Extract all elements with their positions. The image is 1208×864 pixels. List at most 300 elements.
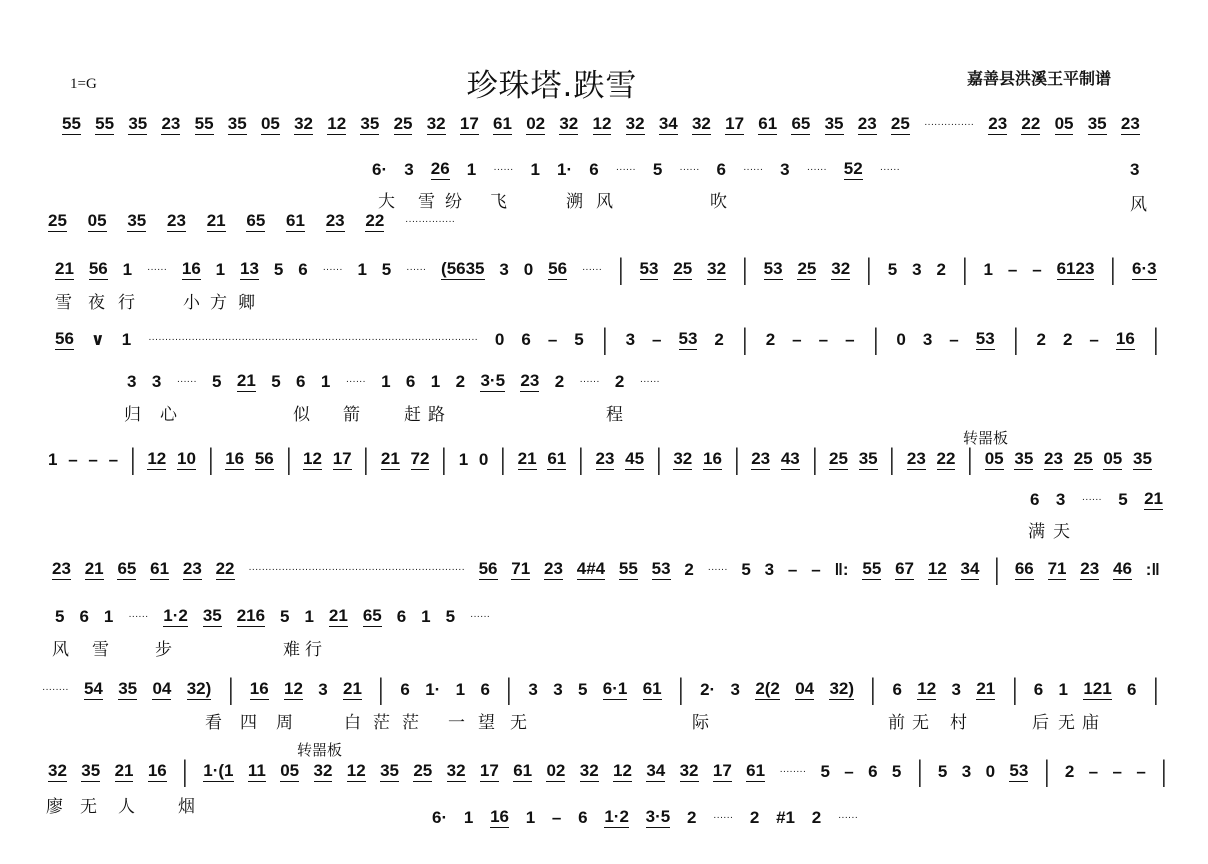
note-group: 5: [55, 606, 65, 626]
note-group: 2: [1062, 329, 1073, 349]
note-group: 6·1: [602, 679, 628, 698]
note-group: ···································································································: [148, 334, 478, 345]
note-group: 2: [1036, 329, 1046, 349]
note-group: ········: [42, 684, 69, 695]
note-group: 5: [212, 371, 222, 391]
note-group: 25: [413, 761, 433, 780]
note-group: 5: [1118, 489, 1128, 509]
note-group: 10: [177, 449, 196, 468]
note-group: ······: [743, 164, 764, 175]
notation-line: [42, 672, 1160, 706]
note-group: 1·2: [604, 807, 629, 826]
note-group: 1·2: [163, 606, 188, 625]
note-group: ······: [639, 376, 660, 387]
lyric-char: 纷: [445, 192, 462, 212]
barline: |: [441, 442, 447, 476]
note-group: 32: [673, 449, 693, 468]
note-group: ······: [470, 611, 490, 622]
note-group: 5: [273, 259, 284, 279]
note-group: 35: [824, 114, 844, 133]
barline: |: [618, 252, 624, 286]
note-group: 6: [298, 259, 308, 279]
note-group: ‖:: [834, 559, 849, 579]
note-group: 1: [122, 259, 133, 279]
note-group: 53: [1009, 761, 1029, 780]
note-group: 05: [1054, 114, 1074, 133]
note-group: 6·3: [1132, 259, 1157, 278]
arranger-credit: 嘉善县洪溪王平制谱: [967, 69, 1112, 88]
note-group: 3: [922, 329, 933, 349]
note-group: –: [1007, 259, 1018, 279]
notation-line: [48, 442, 1152, 476]
note-group: 5: [574, 329, 584, 349]
note-group: 21: [84, 559, 104, 578]
note-group: 35: [81, 761, 101, 780]
note-group: 6: [521, 329, 531, 349]
note-group: 1: [421, 606, 431, 626]
note-group: 3: [764, 559, 775, 579]
note-group: 1: [430, 371, 441, 391]
note-group: 1·: [557, 159, 573, 179]
note-group: 2: [811, 807, 822, 827]
note-group: 2: [455, 371, 466, 391]
note-group: 25: [829, 449, 848, 468]
note-group: 23: [52, 559, 71, 578]
note-group: 1: [121, 329, 132, 349]
note-group: 61: [513, 761, 533, 780]
note-group: ·································································: [248, 564, 465, 575]
barline: |: [1013, 322, 1018, 356]
lyric-char: 无: [510, 713, 527, 733]
note-group: 121: [1083, 679, 1112, 698]
lyric-char: 路: [428, 405, 445, 425]
note-group: 23: [857, 114, 877, 133]
note-group: 21: [380, 449, 400, 468]
note-group: 5: [381, 259, 392, 279]
note-group: 3: [404, 159, 414, 179]
note-group: 5: [271, 371, 281, 391]
lyric-char: 风: [52, 640, 69, 660]
lyric-char: 无: [1058, 713, 1075, 733]
note-group: 21: [517, 449, 537, 468]
lyric-char: 似: [293, 405, 310, 425]
note-group: (5635: [441, 259, 485, 278]
note-group: 3: [780, 159, 790, 179]
note-group: 35: [128, 114, 148, 133]
note-group: 6: [396, 606, 407, 626]
note-group: 52: [843, 159, 863, 178]
barline: |: [500, 442, 506, 476]
note-group: #1: [776, 807, 795, 827]
lyric-char: 小: [183, 293, 200, 313]
note-group: 3: [1130, 159, 1140, 179]
note-group: 6: [1033, 679, 1044, 699]
note-group: 5: [445, 606, 456, 626]
note-group: 6: [296, 371, 306, 391]
note-group: 16: [181, 259, 201, 278]
note-group: 55: [95, 114, 115, 133]
note-group: 66: [1014, 559, 1034, 578]
note-group: 5: [741, 559, 751, 579]
note-group: 12: [327, 114, 347, 133]
note-group: 5: [577, 679, 588, 699]
note-group: 1: [530, 159, 540, 179]
lyric-char: 方: [210, 293, 227, 313]
note-group: 16: [249, 679, 269, 698]
note-group: 55: [194, 114, 214, 133]
note-group: 1: [357, 259, 367, 279]
note-group: 32: [446, 761, 466, 780]
note-group: –: [818, 329, 829, 349]
note-group: 21: [236, 371, 256, 390]
note-group: 61: [642, 679, 662, 698]
barline: |: [994, 552, 1000, 586]
lyric-char: 看: [205, 713, 222, 733]
lyric-char: 行: [305, 640, 322, 660]
note-group: ······: [146, 264, 167, 275]
note-group: ······: [837, 812, 858, 823]
note-group: 11: [247, 761, 266, 780]
note-group: 23: [520, 371, 540, 390]
lyric-char: 归: [124, 405, 141, 425]
lyric-char: 风: [1130, 195, 1147, 215]
note-group: 54: [83, 679, 103, 698]
note-group: 32: [559, 114, 579, 133]
lyric-char: 村: [950, 713, 967, 733]
note-group: 6: [480, 679, 490, 699]
note-group: 16: [225, 449, 245, 468]
note-group: 25: [48, 211, 67, 230]
lyric-char: 前: [888, 713, 905, 733]
note-group: 12: [284, 679, 303, 698]
note-group: 216: [236, 606, 266, 625]
note-group: –: [844, 761, 854, 781]
note-group: 5: [887, 259, 898, 279]
notation-line: [432, 806, 858, 830]
note-group: 35: [227, 114, 247, 133]
barline: |: [656, 442, 662, 476]
note-group: 6: [1127, 679, 1137, 699]
barline: |: [1153, 672, 1159, 706]
lyric-char: 烟: [178, 797, 195, 817]
barline: |: [742, 252, 748, 286]
note-group: 6: [589, 159, 599, 179]
notation-line: [62, 113, 1140, 137]
note-group: 0: [478, 449, 489, 469]
note-group: 34: [646, 761, 666, 780]
barline: |: [130, 442, 136, 476]
note-group: 61: [150, 559, 170, 578]
note-group: 1: [320, 371, 331, 391]
note-group: 72: [410, 449, 430, 468]
barline: |: [1153, 322, 1159, 356]
tempo-change-mark: 转噐板: [963, 429, 1009, 447]
note-group: 1: [215, 259, 226, 279]
note-group: :‖: [1145, 559, 1160, 579]
note-group: 56: [88, 259, 108, 278]
note-group: 35: [202, 606, 222, 625]
lyric-char: 吹: [710, 192, 727, 212]
note-group: 56: [548, 259, 568, 278]
note-group: –: [68, 449, 78, 469]
note-group: 17: [725, 114, 745, 133]
note-group: 23: [182, 559, 202, 578]
note-group: 12: [613, 761, 632, 780]
note-group: 32: [294, 114, 314, 133]
note-group: 21: [1144, 489, 1163, 508]
note-group: 61: [746, 761, 766, 780]
note-group: 1: [381, 371, 391, 391]
note-group: 34: [960, 559, 980, 578]
barline: |: [182, 754, 188, 788]
note-group: 32: [579, 761, 599, 780]
note-group: 1: [455, 679, 466, 699]
barline: |: [678, 672, 684, 706]
note-group: 5: [820, 761, 830, 781]
note-group: 65: [117, 559, 137, 578]
note-group: –: [108, 449, 119, 469]
barline: |: [917, 754, 922, 788]
note-group: 16: [147, 761, 167, 780]
note-group: 2·: [700, 679, 716, 699]
note-group: 05: [1103, 449, 1123, 468]
note-group: 1: [103, 606, 114, 626]
note-group: 1·: [425, 679, 441, 699]
note-group: 21: [328, 606, 348, 625]
note-group: 6: [892, 679, 902, 699]
note-group: ···············: [924, 119, 975, 130]
barline: |: [506, 672, 512, 706]
note-group: 05: [984, 449, 1004, 468]
note-group: 61: [547, 449, 567, 468]
note-group: 3: [951, 679, 962, 699]
note-group: 67: [895, 559, 915, 578]
note-group: ······: [345, 376, 366, 387]
lyric-char: 茫: [373, 713, 390, 733]
note-group: 22: [1021, 114, 1041, 133]
note-group: 23: [1044, 449, 1063, 468]
barline: |: [812, 442, 817, 476]
note-group: –: [792, 329, 802, 349]
note-group: 1: [983, 259, 993, 279]
note-group: 1: [458, 449, 469, 469]
note-group: 1·(1: [203, 761, 234, 780]
note-group: 2: [614, 371, 625, 391]
lyric-char: 望: [478, 713, 495, 733]
note-group: 2: [714, 329, 724, 349]
note-group: 16: [490, 807, 509, 826]
note-group: –: [547, 329, 558, 349]
note-group: 55: [862, 559, 882, 578]
note-group: 23: [906, 449, 926, 468]
note-group: 23: [595, 449, 615, 468]
notation-line: [48, 210, 455, 234]
note-group: ······: [713, 812, 734, 823]
note-group: ···············: [405, 216, 455, 227]
note-group: 61: [758, 114, 778, 133]
note-group: 1: [304, 606, 314, 626]
note-group: 46: [1113, 559, 1132, 578]
note-group: 4#4: [576, 559, 606, 578]
note-group: 32): [829, 679, 855, 698]
barline: |: [1044, 754, 1049, 788]
lyric-char: 风: [596, 192, 613, 212]
note-group: 22: [936, 449, 956, 468]
lyric-char: 周: [276, 713, 293, 733]
note-group: 5: [280, 606, 290, 626]
note-group: ······: [879, 164, 900, 175]
notation-line: [1030, 488, 1163, 512]
note-group: 21: [114, 761, 134, 780]
note-group: 21: [55, 259, 74, 278]
note-group: 21: [206, 211, 226, 230]
lyric-char: 人: [118, 797, 135, 817]
note-group: 32: [625, 114, 645, 133]
notation-line: [55, 322, 1160, 356]
lyric-char: 满: [1028, 522, 1045, 542]
barline: |: [378, 672, 384, 706]
note-group: ······: [322, 264, 343, 275]
barline: |: [734, 442, 739, 476]
barline: |: [866, 252, 872, 286]
note-group: 2: [686, 807, 697, 827]
note-group: 12: [303, 449, 322, 468]
note-group: 12: [592, 114, 612, 133]
note-group: 53: [975, 329, 995, 348]
note-group: ······: [707, 564, 728, 575]
note-group: 35: [380, 761, 399, 780]
lyric-char: 际: [692, 713, 709, 733]
lyric-char: 赶: [404, 405, 421, 425]
note-group: 17: [459, 114, 479, 133]
note-group: 16: [1115, 329, 1135, 348]
note-group: 17: [479, 761, 499, 780]
lyric-char: 溯: [566, 192, 583, 212]
note-group: 65: [791, 114, 811, 133]
note-group: 23: [167, 211, 186, 230]
note-group: 32): [186, 679, 212, 698]
note-group: 3·5: [480, 371, 506, 390]
note-group: 32: [426, 114, 446, 133]
lyric-char: 行: [118, 293, 135, 313]
barline: |: [286, 442, 291, 476]
note-group: 3: [127, 371, 137, 391]
note-group: 23: [751, 449, 771, 468]
note-group: 65: [246, 211, 266, 230]
note-group: 13: [240, 259, 259, 278]
notation-line: [1130, 158, 1145, 182]
note-group: –: [1136, 761, 1146, 781]
note-group: 25: [1073, 449, 1093, 468]
note-group: 23: [1120, 114, 1140, 133]
note-group: 21: [976, 679, 996, 698]
note-group: 3: [961, 761, 972, 781]
note-group: 5: [937, 761, 948, 781]
note-group: 2: [749, 807, 760, 827]
barline: |: [1110, 252, 1116, 286]
lyric-char: 卿: [238, 293, 255, 313]
note-group: –: [787, 559, 798, 579]
notation-line: [55, 252, 1157, 286]
lyric-char: 程: [606, 405, 623, 425]
note-group: 6: [578, 807, 588, 827]
note-group: 3: [912, 259, 922, 279]
note-group: 2: [936, 259, 946, 279]
note-group: 1: [463, 807, 474, 827]
note-group: 6: [1030, 489, 1040, 509]
note-group: 12: [147, 449, 167, 468]
note-group: 6: [868, 761, 878, 781]
lyric-char: 天: [1053, 522, 1070, 542]
note-group: 3: [528, 679, 538, 699]
note-group: 5: [891, 761, 902, 781]
lyric-char: 雪: [55, 293, 72, 313]
note-group: 25: [797, 259, 817, 278]
note-group: 1: [1058, 679, 1068, 699]
note-group: 35: [118, 679, 138, 698]
note-group: 3: [499, 259, 509, 279]
barline: |: [962, 252, 968, 286]
note-group: 02: [526, 114, 546, 133]
note-group: –: [652, 329, 662, 349]
note-group: 6: [79, 606, 89, 626]
note-group: –: [551, 807, 562, 827]
note-group: ······: [1081, 494, 1102, 505]
note-group: 05: [87, 211, 107, 230]
note-group: 04: [795, 679, 815, 698]
note-group: 2: [1064, 761, 1075, 781]
note-group: 3: [730, 679, 740, 699]
note-group: –: [1088, 761, 1099, 781]
lyric-char: 雪: [418, 192, 435, 212]
note-group: ······: [806, 164, 827, 175]
note-group: –: [1032, 259, 1042, 279]
note-group: 35: [1087, 114, 1107, 133]
lyric-char: 廖: [46, 797, 63, 817]
note-group: 23: [988, 114, 1008, 133]
note-group: 21: [343, 679, 362, 698]
lyric-char: 庙: [1082, 713, 1099, 733]
note-group: 35: [1133, 449, 1152, 468]
barline: |: [228, 672, 233, 706]
note-group: ······: [579, 376, 600, 387]
lyric-char: 无: [80, 797, 97, 817]
note-group: 55: [618, 559, 638, 578]
note-group: 1: [48, 449, 58, 469]
note-group: 0: [896, 329, 906, 349]
note-group: 23: [325, 211, 345, 230]
note-group: 6·: [372, 159, 388, 179]
lyric-char: 箭: [343, 405, 360, 425]
note-group: 61: [493, 114, 512, 133]
note-group: 53: [639, 259, 659, 278]
note-group: 6123: [1056, 259, 1095, 278]
note-group: 32: [313, 761, 333, 780]
note-group: ······: [128, 611, 149, 622]
lyric-char: 夜: [88, 293, 105, 313]
note-group: ······: [493, 164, 514, 175]
note-group: 12: [346, 761, 366, 780]
note-group: 53: [763, 259, 783, 278]
note-group: 71: [1047, 559, 1067, 578]
note-group: 0: [523, 259, 534, 279]
barline: |: [363, 442, 369, 476]
note-group: 6: [405, 371, 416, 391]
note-group: 16: [703, 449, 722, 468]
note-group: 2: [684, 559, 694, 579]
note-group: –: [88, 449, 98, 469]
note-group: 35: [127, 211, 147, 230]
